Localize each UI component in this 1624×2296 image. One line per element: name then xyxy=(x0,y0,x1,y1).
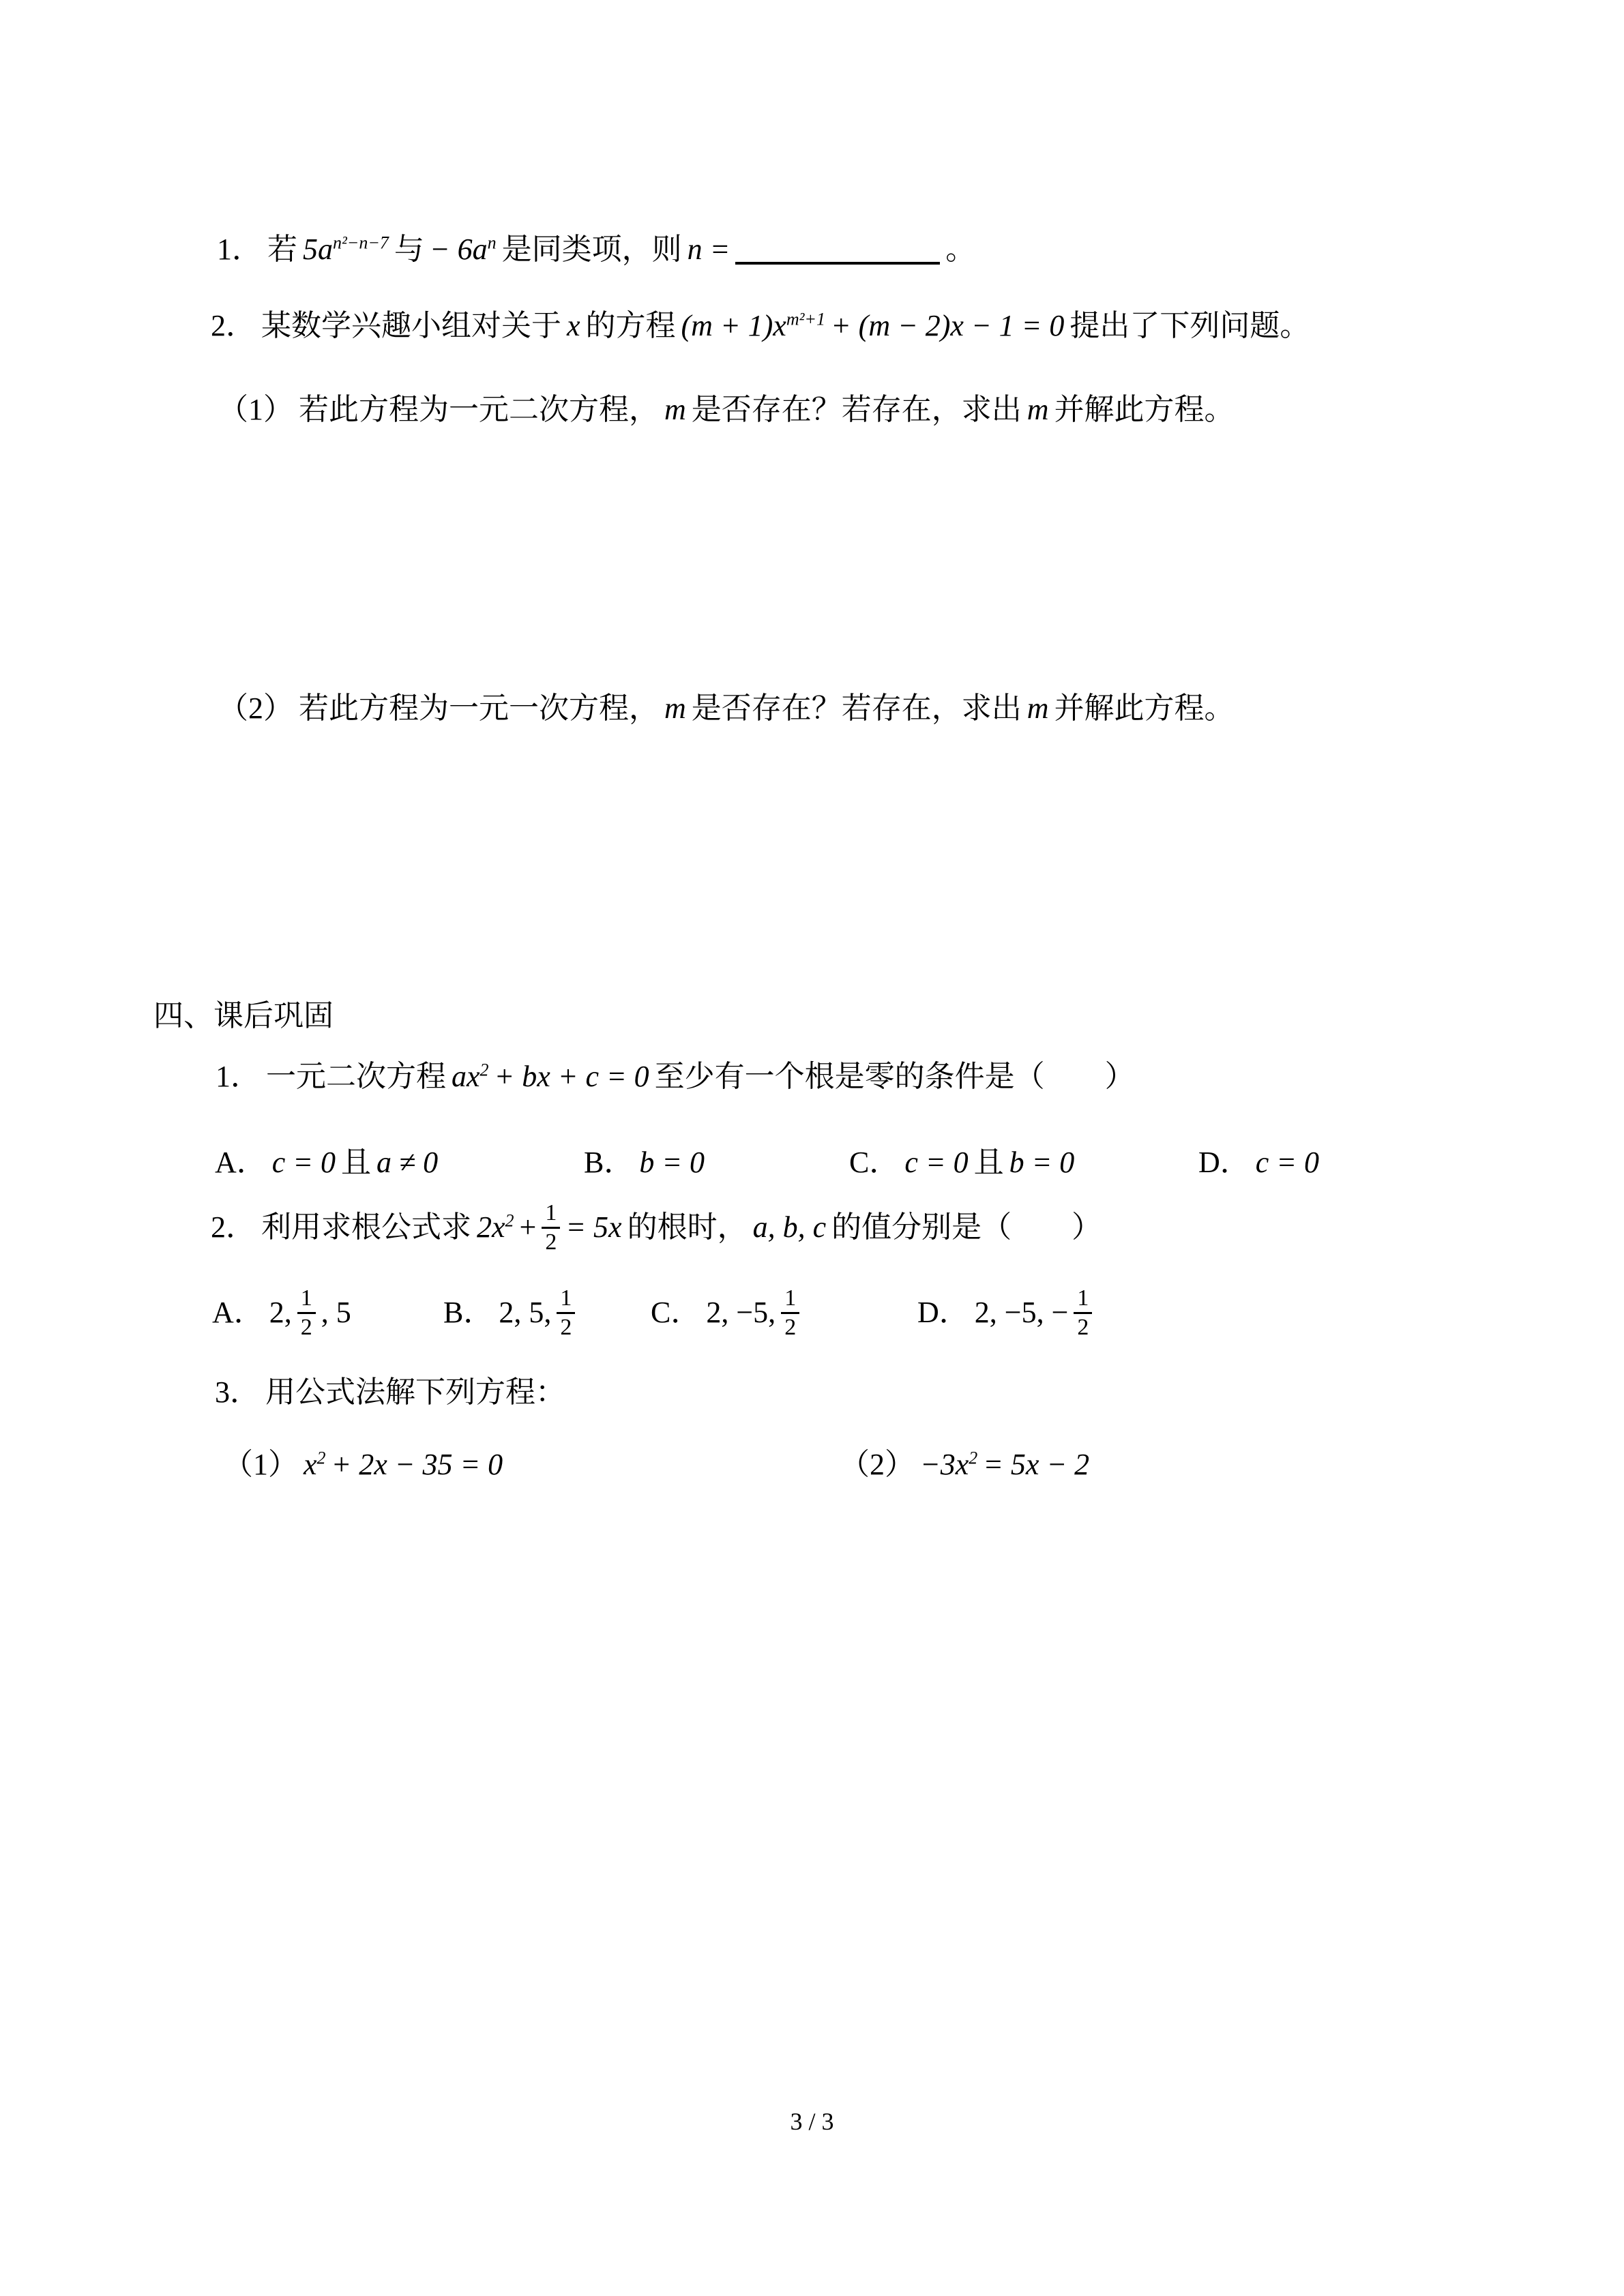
q2-equation-rest: + (m − 2)x − 1 = 0 xyxy=(830,309,1065,342)
q2-option-b-num: 1 xyxy=(560,1285,572,1311)
hw-q2-option-c xyxy=(651,1272,799,1353)
hw-q1-text-1: 一元二次方程 xyxy=(266,1060,446,1093)
hw-q2-text-2: 的根时， xyxy=(627,1210,748,1244)
q2-term-exponent: m²+1 xyxy=(786,309,825,329)
hw-q1-term-exponent: 2 xyxy=(479,1060,489,1080)
sub1-text-2: 是否存在？若存在，求出 xyxy=(691,393,1022,426)
q1-term-1-base: 5a xyxy=(303,233,333,266)
review-q2-sub1-line xyxy=(218,391,1235,429)
q2-option-d-den: 2 xyxy=(1074,1312,1092,1341)
hw-q1-option-c xyxy=(849,1144,1074,1182)
q2-option-c-den: 2 xyxy=(781,1312,799,1341)
q2-option-c-fraction xyxy=(781,1285,799,1340)
sub2-var-m-1: m xyxy=(664,691,686,725)
sub2-var-m-2: m xyxy=(1027,691,1049,725)
option-c-math-1: c = 0 xyxy=(904,1146,969,1179)
q2-option-b-den: 2 xyxy=(557,1312,575,1341)
eq1-number: （1） xyxy=(223,1448,298,1481)
q1-term-2-exponent: n xyxy=(487,233,497,253)
q1-term-1 xyxy=(303,230,389,269)
hw-q2-text-3: 的值分别是（ ） xyxy=(831,1210,1102,1244)
sub2-number: （2） xyxy=(218,691,293,725)
hw-q2-options-row xyxy=(0,1272,1624,1361)
q1-text-4: 。 xyxy=(945,233,976,266)
q1-answer-lhs: n = xyxy=(687,233,730,266)
hw-q2-option-a xyxy=(212,1272,351,1353)
q2-option-b-pre: 2, 5, xyxy=(499,1296,552,1329)
eq2-rest: = 5x − 2 xyxy=(983,1448,1090,1481)
q2-option-d-fraction xyxy=(1074,1285,1092,1340)
q2-text-3: 提出了下列问题。 xyxy=(1069,309,1310,342)
hw-q2-text-1: 利用求根公式求 xyxy=(261,1210,471,1244)
page-number: 3 / 3 xyxy=(790,2108,834,2135)
eq2-term-exponent: 2 xyxy=(969,1448,978,1468)
sub2-text-3: 并解此方程。 xyxy=(1054,691,1235,725)
homework-q1-line xyxy=(216,1058,1135,1096)
q2-option-a-den: 2 xyxy=(297,1312,316,1341)
eq1-term xyxy=(304,1446,326,1484)
eq1-term-base: x xyxy=(304,1448,317,1481)
hw-q1-text-2: 至少有一个根是零的条件是（ ） xyxy=(654,1060,1135,1093)
hw-q1-option-a xyxy=(215,1144,438,1182)
eq1-rest: + 2x − 35 = 0 xyxy=(331,1448,503,1481)
q1-text-3: 是同类项，则 xyxy=(501,233,682,266)
option-d-math-1: c = 0 xyxy=(1255,1146,1320,1179)
q2-option-a-pre: 2, xyxy=(269,1296,292,1329)
hw-q2-vars-abc: a, b, c xyxy=(752,1210,827,1244)
q1-term-2 xyxy=(430,230,497,269)
eq2-number: （2） xyxy=(840,1448,915,1481)
section-title: 四、课后巩固 xyxy=(153,999,334,1032)
q2-option-a-fraction xyxy=(297,1285,316,1340)
hw-q3-text: 用公式法解下列方程： xyxy=(265,1375,565,1409)
q2-option-d-num: 1 xyxy=(1077,1285,1089,1311)
hw-q2-option-b xyxy=(443,1272,575,1353)
option-a-math-1: c = 0 xyxy=(271,1146,336,1179)
sub2-text-1: 若此方程为一元一次方程， xyxy=(299,691,659,725)
sub1-var-m-2: m xyxy=(1027,393,1049,426)
q1-term-2-base: − 6a xyxy=(429,233,488,266)
hw-q1-term xyxy=(452,1058,489,1096)
sub2-text-2: 是否存在？若存在，求出 xyxy=(691,691,1022,725)
homework-q3-line xyxy=(215,1373,565,1412)
q2-option-a-num: 1 xyxy=(300,1285,312,1311)
sub1-var-m-1: m xyxy=(664,393,686,426)
eq1-term-exponent: 2 xyxy=(316,1448,326,1468)
q1-term-1-exponent: n²−n−7 xyxy=(333,233,389,253)
option-a-label: A． xyxy=(215,1146,267,1179)
hw-q2-fraction-numerator: 1 xyxy=(545,1200,557,1226)
hw-q2-fraction-denominator: 2 xyxy=(542,1227,560,1255)
hw-q2-option-d xyxy=(917,1272,1092,1353)
hw-q2-fraction xyxy=(542,1199,560,1255)
hw-q3-equations-row xyxy=(0,1446,1624,1527)
q2-option-b-label: B． xyxy=(443,1296,494,1329)
q2-option-a-label: A． xyxy=(212,1296,264,1329)
q1-text-1: 若 xyxy=(267,233,297,266)
option-a-text: 且 xyxy=(341,1146,372,1179)
homework-q2-line xyxy=(211,1188,1102,1267)
q2-option-d-label: D． xyxy=(917,1296,969,1329)
hw-q1-option-b xyxy=(584,1144,705,1182)
hw-q2-plus-sign: + xyxy=(519,1210,537,1244)
option-c-math-2: b = 0 xyxy=(1009,1146,1075,1179)
review-q1-line xyxy=(217,230,975,269)
q1-answer-blank xyxy=(735,235,940,265)
q2-number: 2． xyxy=(211,309,256,342)
homework-section-heading xyxy=(153,997,334,1035)
q1-number: 1． xyxy=(217,233,262,266)
hw-q2-term-exponent: 2 xyxy=(505,1210,514,1231)
q2-text-2: 的方程 xyxy=(585,309,676,342)
q1-text-2: 与 xyxy=(394,233,424,266)
option-b-label: B． xyxy=(584,1146,634,1179)
sub1-text-3: 并解此方程。 xyxy=(1054,393,1235,426)
q2-option-c-num: 1 xyxy=(784,1285,797,1311)
q2-option-a-post: , 5 xyxy=(321,1296,351,1329)
review-q2-line xyxy=(211,307,1310,345)
option-c-label: C． xyxy=(849,1146,900,1179)
review-q2-sub2-line xyxy=(218,689,1235,728)
hw-q1-term-base: ax xyxy=(452,1060,480,1093)
eq2-term-base: −3x xyxy=(920,1448,969,1481)
hw-q3-equation-2 xyxy=(840,1446,1089,1484)
q2-option-c-label: C． xyxy=(651,1296,701,1329)
option-b-math-1: b = 0 xyxy=(639,1146,705,1179)
hw-q1-number: 1． xyxy=(216,1060,261,1093)
option-d-label: D． xyxy=(1198,1146,1250,1179)
sub1-number: （1） xyxy=(218,393,293,426)
eq2-term xyxy=(920,1446,977,1484)
q2-term-base: (m + 1)x xyxy=(681,309,786,342)
hw-q1-equation-rest: + bx + c = 0 xyxy=(494,1060,649,1093)
hw-q3-equation-1 xyxy=(223,1446,503,1484)
hw-q2-equation-rhs: = 5x xyxy=(565,1210,622,1244)
hw-q2-number: 2． xyxy=(211,1210,256,1244)
q2-option-b-fraction xyxy=(557,1285,575,1340)
hw-q2-term-base: 2x xyxy=(477,1210,505,1244)
q2-option-c-pre: 2, −5, xyxy=(706,1296,776,1329)
q2-text-1: 某数学兴趣小组对关于 xyxy=(261,309,561,342)
q2-var-x: x xyxy=(567,309,580,342)
hw-q2-term xyxy=(477,1208,514,1247)
sub1-text-1: 若此方程为一元二次方程， xyxy=(299,393,659,426)
option-c-text: 且 xyxy=(973,1146,1004,1179)
option-a-math-2: a ≠ 0 xyxy=(377,1146,439,1179)
hw-q3-number: 3． xyxy=(215,1375,260,1409)
hw-q1-option-d xyxy=(1198,1144,1319,1182)
q2-equation-term xyxy=(681,307,825,345)
q2-option-d-pre: 2, −5, − xyxy=(974,1296,1069,1329)
